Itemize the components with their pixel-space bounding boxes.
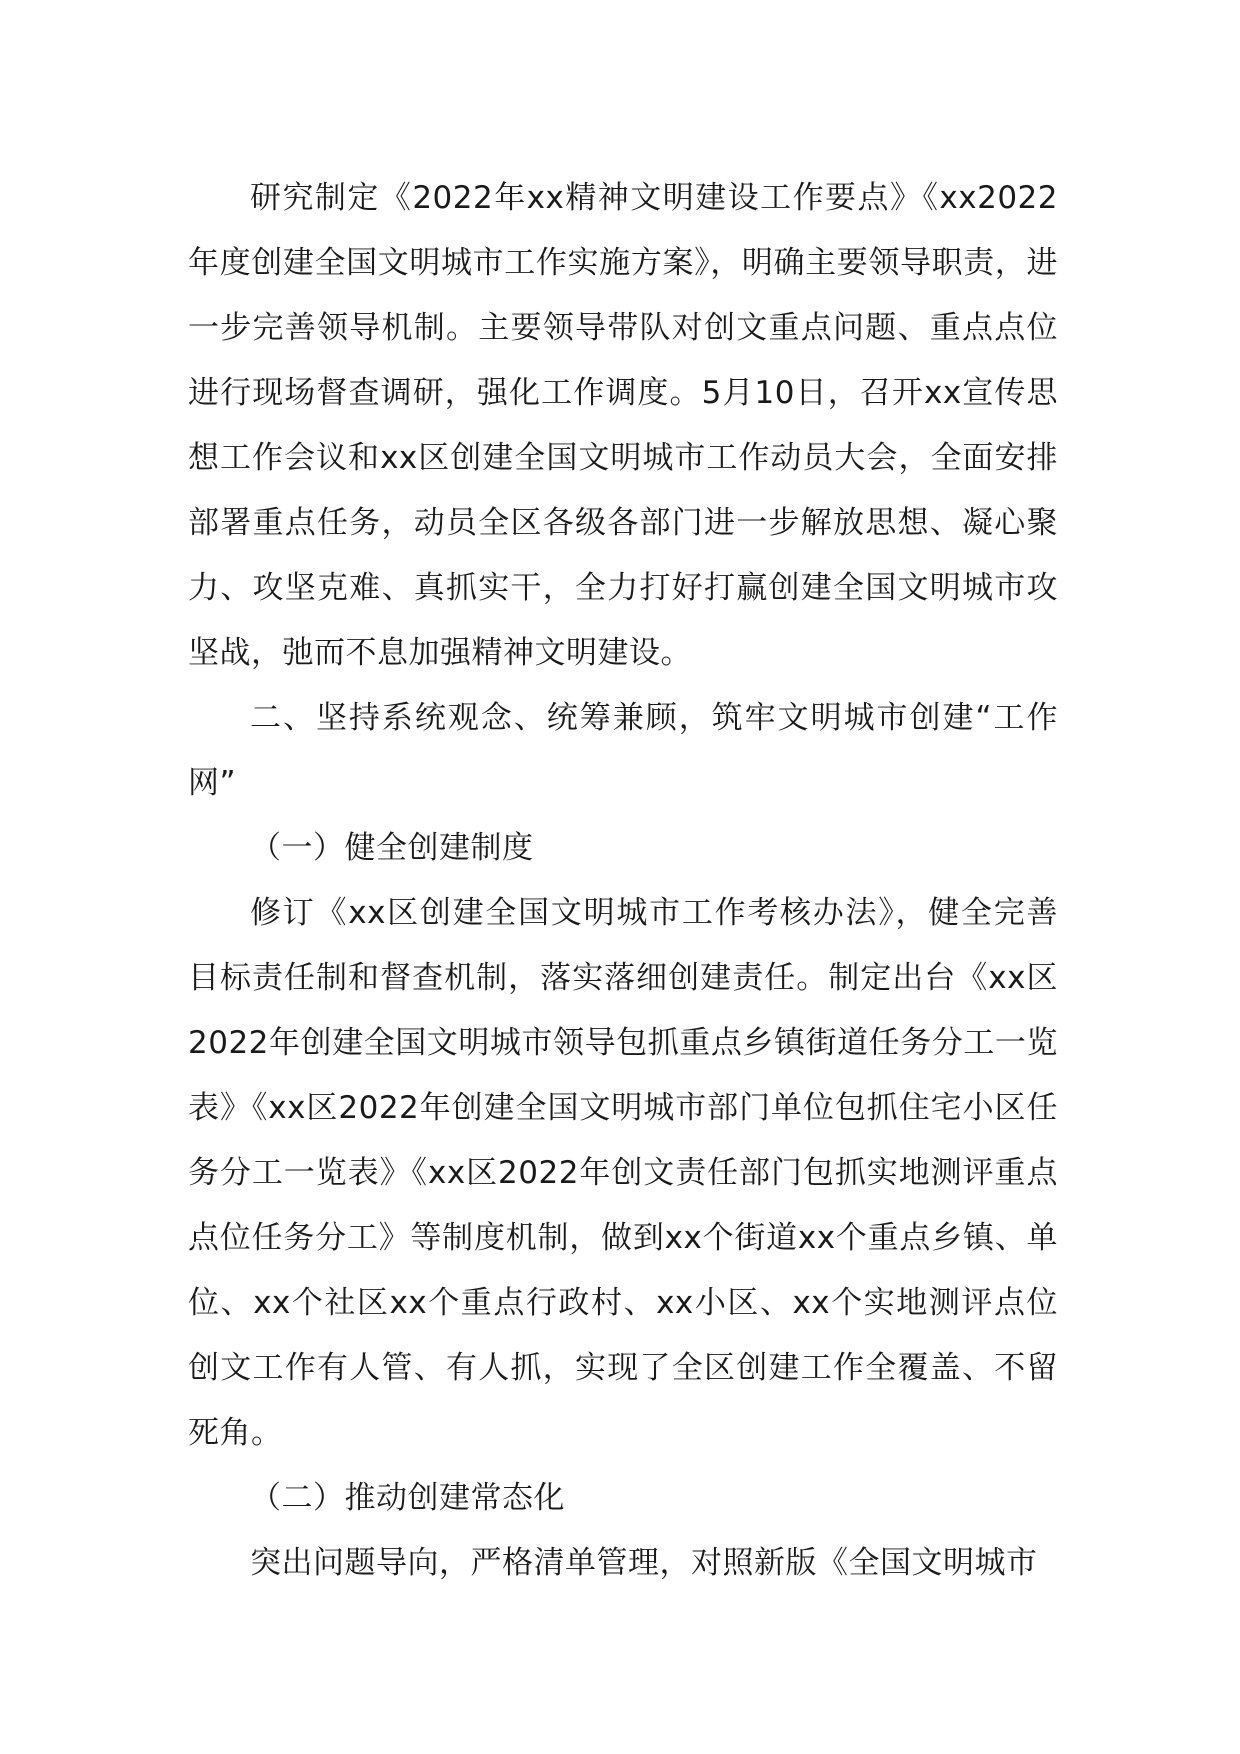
paragraph-assessment-rules: 修订《xx区创建全国文明城市工作考核办法》，健全完善目标责任制和督查机制，落实落细创建责任。制定出台《xx区2022年创建全国文明城市领导包抓重点乡镇街道任务分工一览表》《xx区2022年创建全国文明城市部门单位包抓住宅小区任务分工一览表》《xx区2022年创文责任部门包抓实地测评重点点位任务分工》等制度机制，做到xx个街道xx个重点乡镇、单位、xx个社区xx个重点行政村、xx小区、xx个实地测评点位创文工作有人管、有人抓，实现了全区创建工作全覆盖、不留死角。 (188, 895, 1058, 1451)
paragraph-leadership-mechanism: 研究制定《2022年xx精神文明建设工作要点》《xx2022年度创建全国文明城市工作实施方案》，明确主要领导职责，进一步完善领导机制。主要领导带队对创文重点问题、重点点位进行现场督查调研，强化工作调度。5月10日，召开xx宣传思想工作会议和xx区创建全国文明城市工作动员大会，全面安排部署重点任务，动员全区各级各部门进一步解放思想、凝心聚力、攻坚克难、真抓实干，全力打好打赢创建全国文明城市攻坚战，弛而不息加强精神文明建设。 (188, 180, 1058, 671)
subheading-normalization: （二）推动创建常态化 (250, 1480, 565, 1516)
section-heading-work-network: 二、坚持系统观念、统筹兼顾，筑牢文明城市创建“工作网” (188, 700, 1058, 801)
subheading-improve-system: （一）健全创建制度 (250, 830, 534, 866)
paragraph-problem-oriented: 突出问题导向，严格清单管理，对照新版《全国文明城市 (250, 1545, 1038, 1581)
document-body (188, 166, 1058, 1596)
